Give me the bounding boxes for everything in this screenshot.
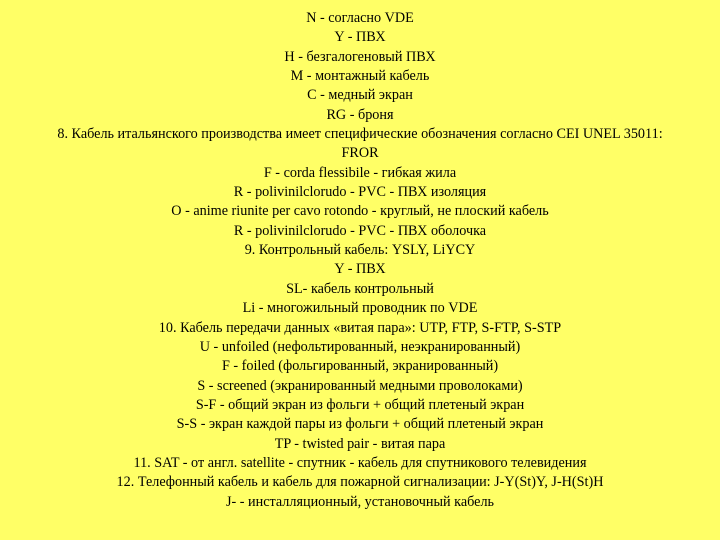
section-heading-8: 8. Кабель итальянского производства имеет специфические обозначения согласно CEI UNEL 35011: [57, 126, 663, 143]
text-line: U - unfoiled (нефольтированный, неэкранированный) [199, 338, 521, 355]
section-heading-9: 9. Контрольный кабель: YSLY, LiYCY [244, 242, 476, 259]
text-line: M - монтажный кабель [290, 68, 430, 85]
text-line: S - screened (экранированный медными проволоками) [197, 377, 523, 394]
text-line: FROR [341, 145, 379, 162]
text-line: F - corda flessibile - гибкая жила [263, 164, 457, 181]
section-heading-12: 12. Телефонный кабель и кабель для пожарной сигнализации: J-Y(St)Y, J-H(St)H [116, 474, 604, 491]
text-line: TP - twisted pair - витая пара [274, 435, 446, 452]
text-line: F - foiled (фольгированный, экранированный) [221, 358, 499, 375]
text-line: O - anime riunite per cavo rotondo - круглый, не плоский кабель [171, 203, 549, 220]
text-line: H - безгалогеновый ПВХ [284, 48, 436, 65]
text-line: Li - многожильный проводник по VDE [242, 300, 478, 317]
text-line: S-S - экран каждой пары из фольги + общий плетеный экран [176, 416, 544, 433]
text-line: C - медный экран [307, 87, 413, 104]
text-line: N - согласно VDE [306, 10, 414, 26]
text-line: J- - инсталляционный, установочный кабель [225, 493, 495, 510]
text-line: R - polivinilclorudo - PVC - ПВХ оболочка [233, 222, 487, 239]
text-line: R - polivinilclorudo - PVC - ПВХ изоляция [233, 184, 487, 201]
section-heading-10: 10. Кабель передачи данных «витая пара»: UTP, FTP, S-FTP, S-STP [158, 319, 562, 336]
text-line: Y - ПВХ [334, 29, 386, 46]
text-line: SL- кабель контрольный [286, 280, 434, 297]
text-line: S-F - общий экран из фольги + общий плетеный экран [195, 396, 525, 413]
document-text [0, 9, 720, 512]
text-line: RG - броня [326, 106, 394, 123]
section-heading-11: 11. SAT - от англ. satellite - спутник - кабель для спутникового телевидения [133, 454, 587, 471]
text-line: Y - ПВХ [334, 261, 386, 278]
